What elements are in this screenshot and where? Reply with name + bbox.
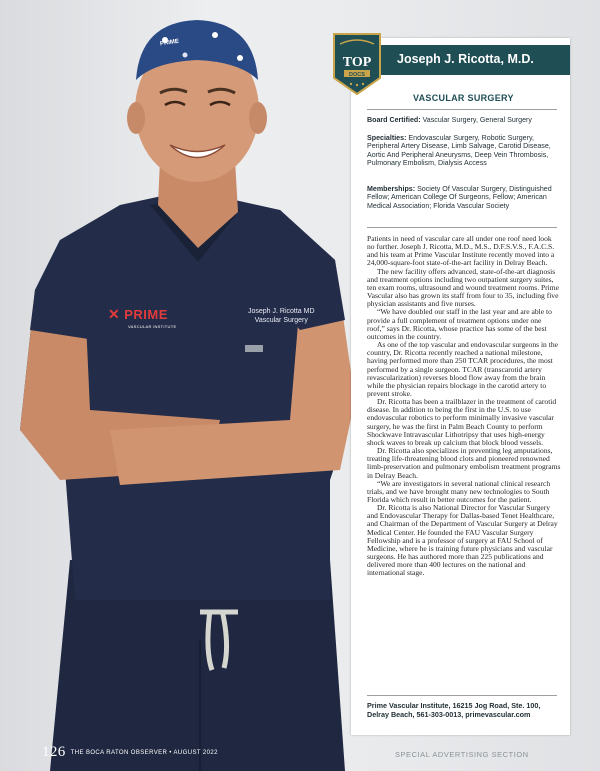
scrub-logo: [108, 306, 176, 329]
cap-text: PRIME: [159, 38, 180, 48]
doctor-profile-card: [351, 38, 570, 735]
board-value: Vascular Surgery, General Surgery: [422, 116, 532, 124]
doctor-name: Joseph J. Ricotta, M.D.: [397, 52, 534, 66]
divider: [367, 695, 557, 696]
paragraph: Patients in need of vascular care all under one roof need look no further. Joseph J. Ricotta, M.D., M.S., D.F.S.V.S., F.A.C.S. and his team at Prime Vascular Institute recently moved into a 24,000-square-foot state-of-the-art facility in Delray Beach.: [367, 234, 555, 268]
embroidery-name: Joseph J. Ricotta MD: [248, 308, 315, 315]
embroidery-title: Vascular Surgery: [254, 317, 308, 324]
top-docs-badge: [332, 32, 382, 96]
paragraph: The new facility offers advanced, state-of-the-art diagnosis and treatment options including two outpatient surgery suites, ten exam rooms, ultrasound and wound treatment rooms. Prime Vascular also has grown its staff from four to 35, including five physician assistants and five nurses.: [367, 266, 559, 309]
address-line-2: Delray Beach, 561-303-0013, primevascular.com: [367, 710, 531, 719]
address-line-1: Prime Vascular Institute, 16215 Jog Road, Ste. 100,: [367, 701, 541, 710]
paragraph: Dr. Ricotta is also National Director for Vascular Surgery and Endovascular Therapy for Dallas-based Tenet Healthcare, and Chairman of the Department of Vascular Surgery at Delray Medical Center. He founded the FAU Vascular Surgery Fellowship and is a professor of surgery at FAU School of Medicine, where he is training future physicians and vascular surgeons. He has authored more than 225 publications and delivered more than 400 lectures on the national and international stage.: [367, 503, 558, 578]
memberships-label: Memberships:: [367, 185, 416, 193]
scrub-embroidery: [248, 307, 315, 325]
badge-docs-text: DOCS: [349, 72, 365, 78]
page-footer-left: [42, 744, 218, 761]
paragraph: Dr. Ricotta also specializes in preventing leg amputations, treating life-threatening blood clots and pioneered renowned limb-preservation and pulmonary embolism treatment programs in Delray Beach.: [367, 446, 561, 480]
practice-address: [367, 701, 563, 719]
paragraph: As one of the top vascular and endovascular surgeons in the country, Dr. Ricotta recently reached a national milestone, having performed more than 250 TCAR procedures, the most performed by a single surgeon. TCAR (transcarotid artery revascularization) reverses blood flow away from the brain while the physician repairs blockage in the carotid artery to prevent stroke.: [367, 340, 558, 398]
publication-line: THE BOCA RATON OBSERVER • AUGUST 2022: [70, 750, 218, 756]
paragraph: “We are investigators in several national clinical research trials, and we have brought many new technologies to South Florida which result in better outcomes for the patient.: [367, 478, 551, 504]
specialties-value: Endovascular Surgery, Robotic Surgery, Peripheral Artery Disease, Limb Salvage, Carotid Disease, Aortic And Peripheral Aneurysms, Deep Vein Thrombosis, Pulmonary Embolism, Dialysis Access: [367, 134, 551, 167]
specialty-title: VASCULAR SURGERY: [413, 93, 514, 103]
name-bar: [351, 45, 570, 75]
badge-top-text: TOP: [342, 55, 372, 70]
scrub-brand-sub: VASCULAR INSTITUTE: [128, 324, 177, 329]
paragraph: Dr. Ricotta has been a trailblazer in the treatment of carotid disease. In addition to being the first in the U.S. to use endovascular robotics to perform minimally invasive vascular surgery, he was the first in Palm Beach County to perform Shockwave Intravascular Lithotripsy that uses high-energy shock waves to break up calcium that block blood vessels.: [367, 397, 557, 447]
specialties-label: Specialties:: [367, 134, 407, 142]
divider: [367, 227, 557, 228]
divider: [367, 109, 557, 110]
specialties: [367, 134, 559, 167]
article-body: [367, 235, 561, 578]
page-number: 126: [42, 744, 66, 760]
section-label: SPECIAL ADVERTISING SECTION: [395, 750, 529, 759]
paragraph: “We have doubled our staff in the last year and are able to provide a full complement of treatment options under one roof,” says Dr. Ricotta, whose practice has some of the best outcomes in the country.: [367, 307, 552, 341]
board-label: Board Certified:: [367, 116, 421, 124]
prime-logo-mark: ✕: [108, 306, 120, 322]
scrub-brand: PRIME: [124, 307, 168, 322]
board-certified: [367, 116, 559, 124]
memberships-value: Society Of Vascular Surgery, Distinguished Fellow; American College Of Surgeons, Fellow; American Medical Association; Florida Vascular Society: [367, 185, 552, 210]
memberships: [367, 185, 559, 210]
